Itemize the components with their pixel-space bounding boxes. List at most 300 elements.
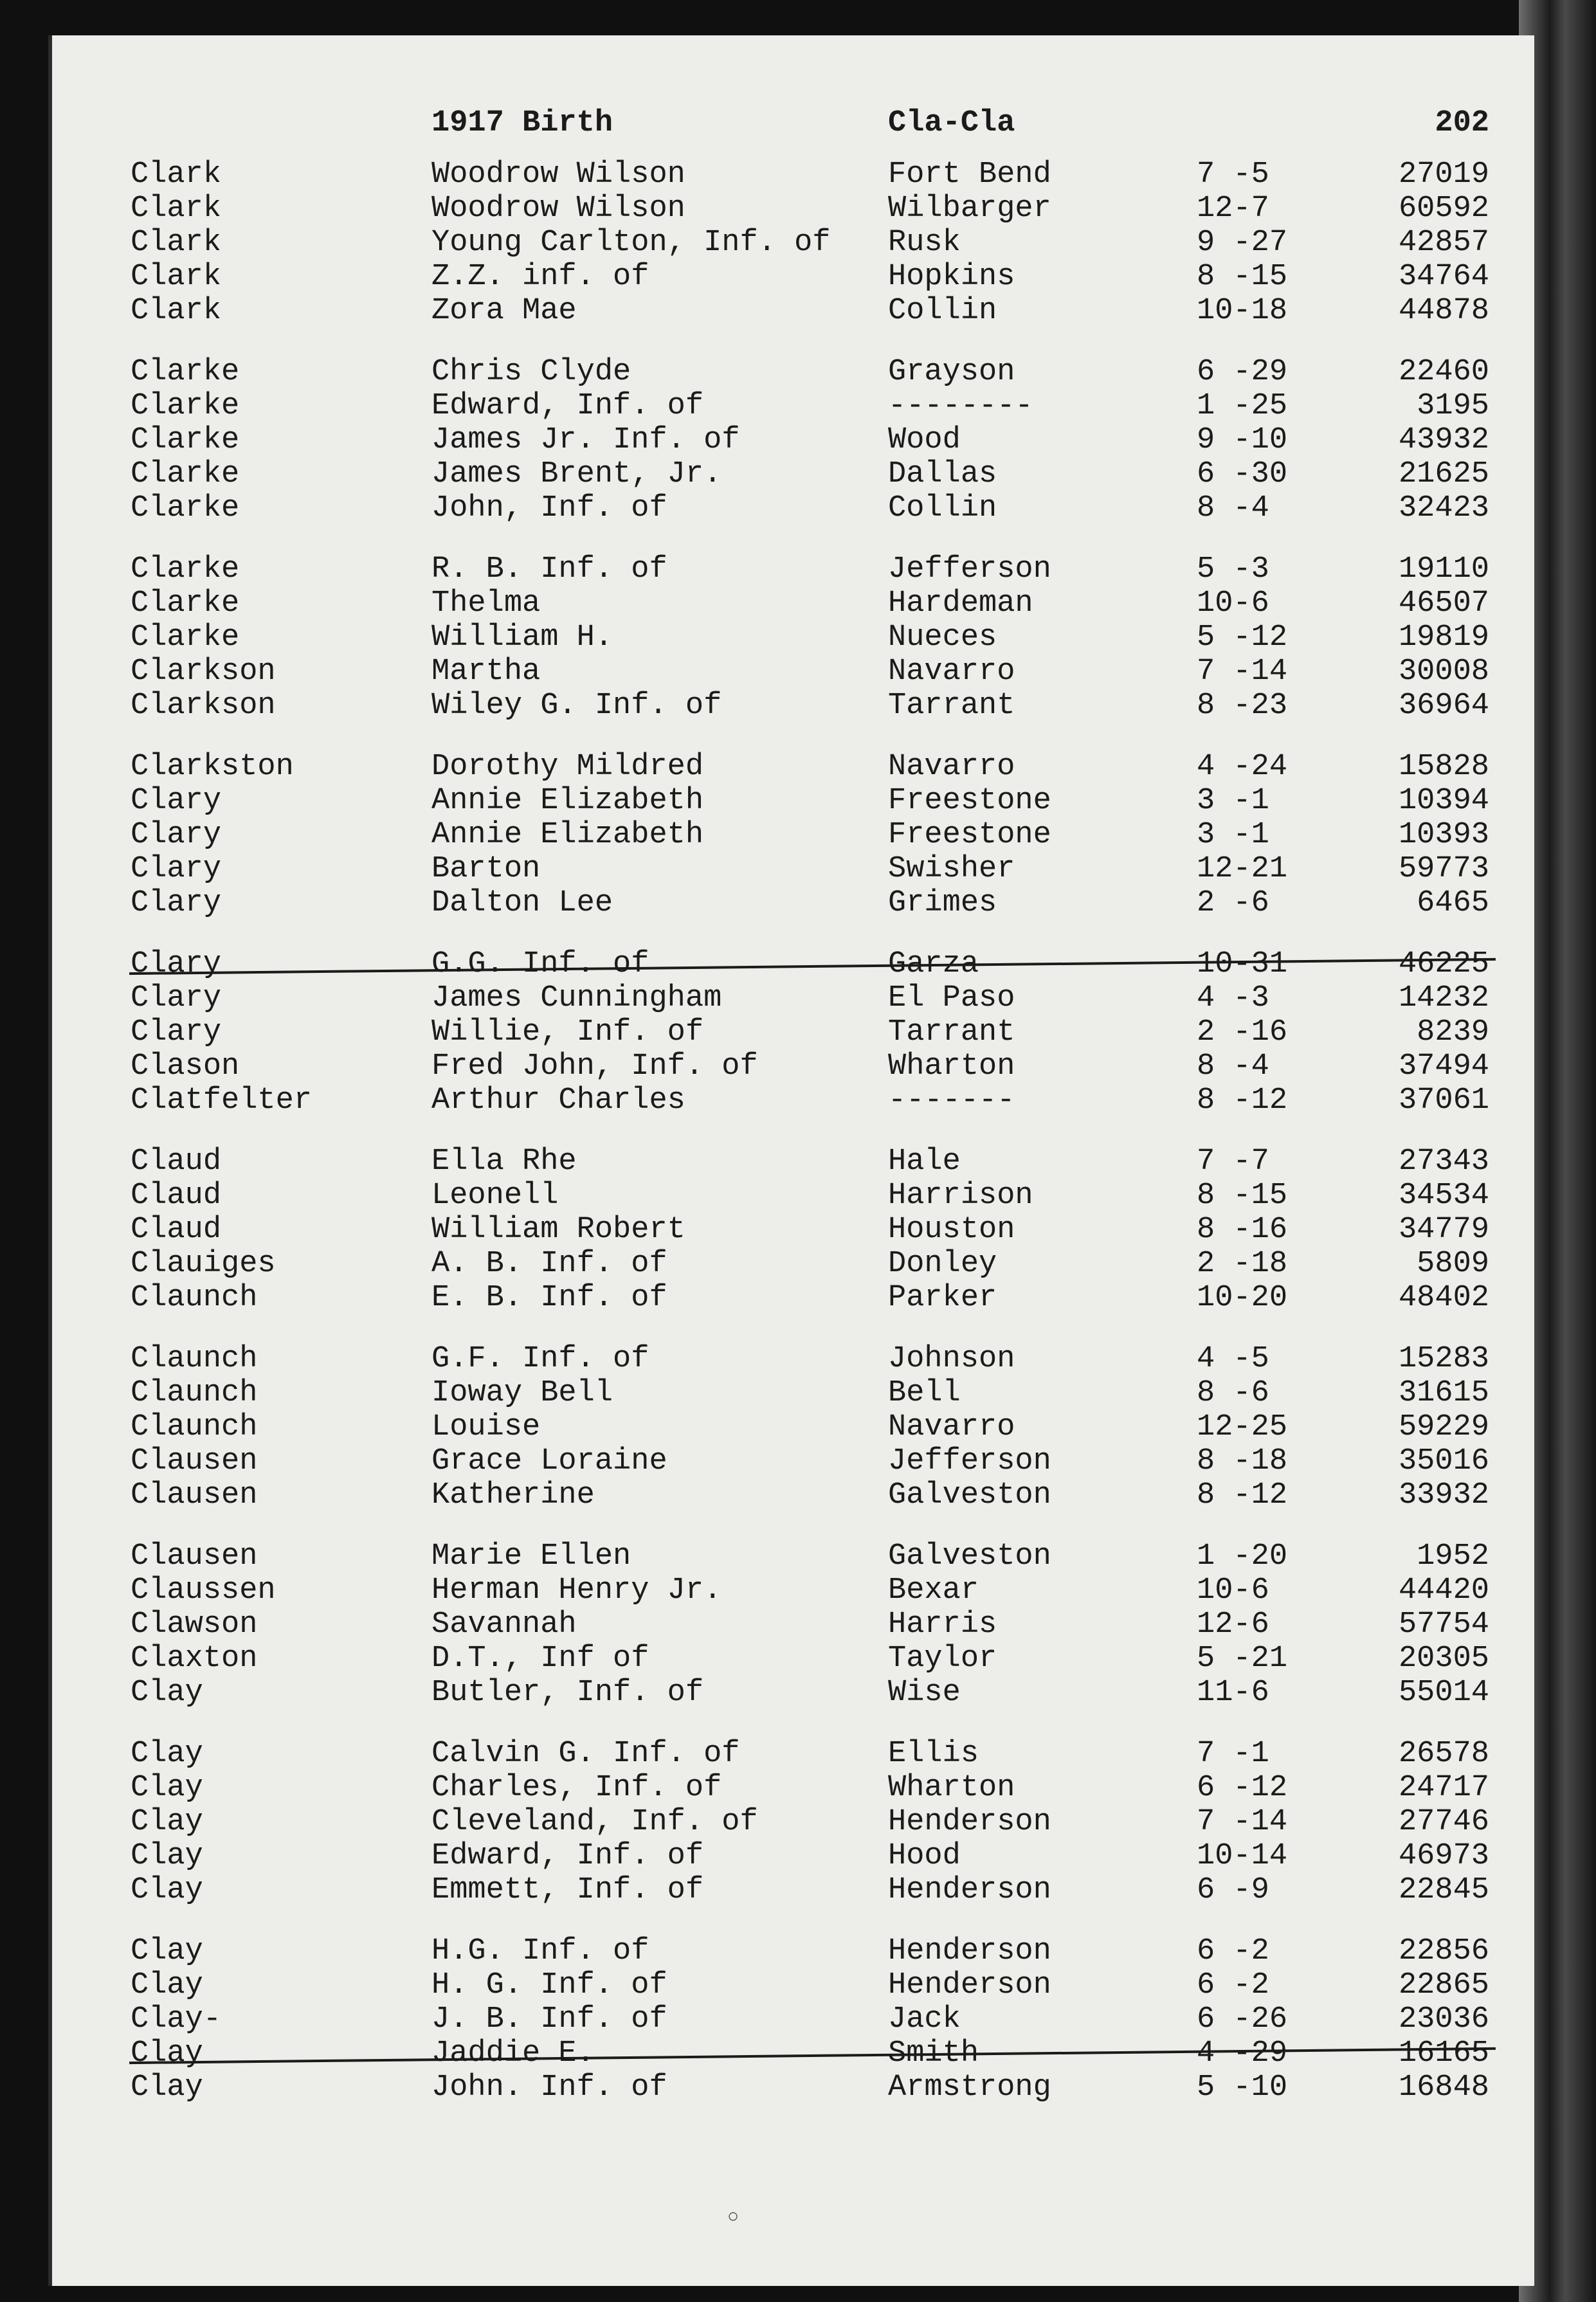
surname-cell: Clarke [131, 389, 240, 423]
table-row [52, 1608, 1534, 1642]
table-row [52, 1676, 1534, 1710]
table-row [52, 886, 1534, 921]
given-name-cell: Dalton Lee [431, 886, 613, 920]
certificate-number-cell: 6465 [1417, 886, 1489, 920]
given-name-cell: H. G. Inf. of [431, 1968, 667, 2002]
certificate-number-cell: 37494 [1398, 1049, 1489, 1083]
date-cell: 12-25 [1197, 1410, 1288, 1444]
date-cell: 5 -3 [1197, 552, 1269, 586]
certificate-number-cell: 5809 [1417, 1247, 1489, 1281]
date-cell: 1 -25 [1197, 389, 1288, 423]
surname-cell: Clason [131, 1049, 240, 1083]
surname-cell: Clarke [131, 423, 240, 457]
surname-cell: Claunch [131, 1410, 258, 1444]
given-name-cell: Katherine [431, 1478, 595, 1512]
surname-cell: Clatfelter [131, 1083, 313, 1118]
surname-cell: Clarke [131, 491, 240, 525]
surname-cell: Clay [131, 1934, 203, 1968]
date-cell: 5 -12 [1197, 621, 1288, 655]
county-cell: ------- [888, 1083, 1015, 1118]
surname-cell: Clarke [131, 355, 240, 389]
table-row [52, 1444, 1534, 1479]
given-name-cell: J. B. Inf. of [431, 2002, 667, 2036]
table-row [52, 1179, 1534, 1213]
county-cell: Freestone [888, 818, 1051, 852]
given-name-cell: Fred John, Inf. of [431, 1049, 758, 1083]
table-row [52, 1145, 1534, 1179]
table-row [52, 1573, 1534, 1608]
date-cell: 4 -5 [1197, 1342, 1269, 1376]
surname-cell: Claud [131, 1145, 222, 1179]
surname-cell: Claunch [131, 1281, 258, 1315]
certificate-number-cell: 26578 [1398, 1737, 1489, 1771]
given-name-cell: Emmett, Inf. of [431, 1873, 704, 1907]
certificate-number-cell: 22856 [1398, 1934, 1489, 1968]
table-row [52, 1478, 1534, 1513]
date-cell: 9 -10 [1197, 423, 1288, 457]
date-cell: 8 -15 [1197, 260, 1288, 294]
date-cell: 8 -12 [1197, 1083, 1288, 1118]
given-name-cell: John. Inf. of [431, 2071, 667, 2105]
table-row [52, 552, 1534, 587]
given-name-cell: Edward, Inf. of [431, 389, 704, 423]
surname-cell: Clarkson [131, 689, 276, 723]
date-cell: 9 -27 [1197, 226, 1288, 260]
table-row [52, 2036, 1534, 2071]
certificate-number-cell: 46507 [1398, 586, 1489, 621]
county-cell: Jefferson [888, 1444, 1051, 1478]
given-name-cell: Zora Mae [431, 294, 577, 328]
county-cell: Smith [888, 2036, 979, 2071]
date-cell: 12-21 [1197, 852, 1288, 886]
county-cell: Grayson [888, 355, 1015, 389]
date-cell: 10-20 [1197, 1281, 1288, 1315]
table-row [52, 2071, 1534, 2105]
given-name-cell: R. B. Inf. of [431, 552, 667, 586]
surname-cell: Clay [131, 1805, 203, 1839]
date-cell: 12-7 [1197, 192, 1269, 226]
county-cell: Johnson [888, 1342, 1015, 1376]
date-cell: 4 -3 [1197, 981, 1269, 1015]
surname-cell: Clarkson [131, 655, 276, 689]
date-cell: 7 -14 [1197, 1805, 1288, 1839]
given-name-cell: Louise [431, 1410, 541, 1444]
county-cell: Wilbarger [888, 192, 1051, 226]
given-name-cell: Thelma [431, 586, 541, 621]
table-row [52, 1771, 1534, 1806]
given-name-cell: Willie, Inf. of [431, 1015, 704, 1049]
certificate-number-cell: 43932 [1398, 423, 1489, 457]
county-cell: Swisher [888, 852, 1015, 886]
surname-cell: Claxton [131, 1642, 258, 1676]
surname-cell: Clay [131, 2036, 203, 2071]
county-cell: Henderson [888, 1934, 1051, 1968]
table-row [52, 947, 1534, 982]
county-cell: Galveston [888, 1478, 1051, 1512]
surname-cell: Clary [131, 981, 222, 1015]
table-row [52, 1213, 1534, 1247]
certificate-number-cell: 1952 [1417, 1539, 1489, 1573]
certificate-number-cell: 46225 [1398, 947, 1489, 981]
date-cell: 7 -7 [1197, 1145, 1269, 1179]
table-row [52, 158, 1534, 192]
surname-cell: Claussen [131, 1573, 276, 1608]
table-row [52, 818, 1534, 853]
date-cell: 7 -1 [1197, 1737, 1269, 1771]
given-name-cell: Charles, Inf. of [431, 1771, 722, 1805]
county-cell: Wise [888, 1676, 961, 1710]
date-cell: 8 -4 [1197, 1049, 1269, 1083]
surname-cell: Claunch [131, 1376, 258, 1410]
county-cell: Dallas [888, 457, 997, 491]
surname-cell: Clark [131, 294, 222, 328]
table-row [52, 1342, 1534, 1377]
given-name-cell: William Robert [431, 1213, 685, 1247]
certificate-number-cell: 34534 [1398, 1179, 1489, 1213]
punch-hole-mark: ○ [727, 2206, 739, 2227]
date-cell: 7 -14 [1197, 655, 1288, 689]
certificate-number-cell: 44420 [1398, 1573, 1489, 1608]
given-name-cell: Woodrow Wilson [431, 192, 685, 226]
county-cell: Wharton [888, 1049, 1015, 1083]
name-range: Cla-Cla [888, 106, 1015, 140]
table-row [52, 1968, 1534, 2003]
given-name-cell: Ella Rhe [431, 1145, 577, 1179]
surname-cell: Clay [131, 1968, 203, 2002]
given-name-cell: Annie Elizabeth [431, 784, 704, 818]
table-row [52, 389, 1534, 424]
date-cell: 10-14 [1197, 1839, 1288, 1873]
table-row [52, 355, 1534, 390]
date-cell: 10-31 [1197, 947, 1288, 981]
page-title: 1917 Birth [431, 106, 613, 140]
given-name-cell: James Cunningham [431, 981, 722, 1015]
surname-cell: Clary [131, 852, 222, 886]
surname-cell: Clay [131, 1873, 203, 1907]
table-row [52, 1015, 1534, 1050]
table-row [52, 423, 1534, 458]
date-cell: 11-6 [1197, 1676, 1269, 1710]
page-header [52, 106, 1534, 145]
table-row [52, 1049, 1534, 1084]
given-name-cell: Wiley G. Inf. of [431, 689, 722, 723]
certificate-number-cell: 57754 [1398, 1608, 1489, 1642]
county-cell: Taylor [888, 1642, 997, 1676]
given-name-cell: James Jr. Inf. of [431, 423, 740, 457]
given-name-cell: Jaddie E. [431, 2036, 595, 2071]
certificate-number-cell: 22460 [1398, 355, 1489, 389]
certificate-number-cell: 27343 [1398, 1145, 1489, 1179]
surname-cell: Clausen [131, 1444, 258, 1478]
certificate-number-cell: 14232 [1398, 981, 1489, 1015]
given-name-cell: Annie Elizabeth [431, 818, 704, 852]
table-row [52, 689, 1534, 723]
certificate-number-cell: 21625 [1398, 457, 1489, 491]
given-name-cell: D.T., Inf of [431, 1642, 649, 1676]
date-cell: 8 -6 [1197, 1376, 1269, 1410]
date-cell: 6 -26 [1197, 2002, 1288, 2036]
ledger-page [48, 35, 1534, 2286]
given-name-cell: Marie Ellen [431, 1539, 631, 1573]
certificate-number-cell: 3195 [1417, 389, 1489, 423]
given-name-cell: Grace Loraine [431, 1444, 667, 1478]
surname-cell: Clary [131, 886, 222, 920]
certificate-number-cell: 23036 [1398, 2002, 1489, 2036]
county-cell: Navarro [888, 655, 1015, 689]
table-row [52, 1873, 1534, 1908]
county-cell: Parker [888, 1281, 997, 1315]
surname-cell: Claud [131, 1213, 222, 1247]
county-cell: Armstrong [888, 2071, 1051, 2105]
county-cell: Hardeman [888, 586, 1033, 621]
given-name-cell: John, Inf. of [431, 491, 667, 525]
surname-cell: Clay [131, 1737, 203, 1771]
given-name-cell: Herman Henry Jr. [431, 1573, 722, 1608]
date-cell: 8 -16 [1197, 1213, 1288, 1247]
table-row [52, 852, 1534, 887]
date-cell: 8 -15 [1197, 1179, 1288, 1213]
table-row [52, 1839, 1534, 1874]
certificate-number-cell: 20305 [1398, 1642, 1489, 1676]
county-cell: Collin [888, 294, 997, 328]
county-cell: Jefferson [888, 552, 1051, 586]
county-cell: Donley [888, 1247, 997, 1281]
certificate-number-cell: 16848 [1398, 2071, 1489, 2105]
certificate-number-cell: 44878 [1398, 294, 1489, 328]
certificate-number-cell: 34779 [1398, 1213, 1489, 1247]
surname-cell: Clawson [131, 1608, 258, 1642]
date-cell: 10-6 [1197, 586, 1269, 621]
county-cell: Harrison [888, 1179, 1033, 1213]
surname-cell: Clarke [131, 586, 240, 621]
certificate-number-cell: 27746 [1398, 1805, 1489, 1839]
date-cell: 8 -12 [1197, 1478, 1288, 1512]
certificate-number-cell: 46973 [1398, 1839, 1489, 1873]
date-cell: 5 -10 [1197, 2071, 1288, 2105]
county-cell: Hood [888, 1839, 961, 1873]
table-row [52, 784, 1534, 819]
surname-cell: Claud [131, 1179, 222, 1213]
certificate-number-cell: 55014 [1398, 1676, 1489, 1710]
table-row [52, 2002, 1534, 2037]
given-name-cell: Savannah [431, 1608, 577, 1642]
surname-cell: Clausen [131, 1478, 258, 1512]
table-row [52, 1737, 1534, 1772]
certificate-number-cell: 31615 [1398, 1376, 1489, 1410]
county-cell: Harris [888, 1608, 997, 1642]
table-row [52, 586, 1534, 621]
table-row [52, 1642, 1534, 1676]
table-row [52, 655, 1534, 689]
county-cell: -------- [888, 389, 1033, 423]
certificate-number-cell: 15828 [1398, 750, 1489, 784]
certificate-number-cell: 59773 [1398, 852, 1489, 886]
surname-cell: Clarke [131, 552, 240, 586]
certificate-number-cell: 19110 [1398, 552, 1489, 586]
surname-cell: Clay [131, 2071, 203, 2105]
table-row [52, 1083, 1534, 1118]
certificate-number-cell: 36964 [1398, 689, 1489, 723]
county-cell: Wharton [888, 1771, 1015, 1805]
given-name-cell: Ioway Bell [431, 1376, 613, 1410]
county-cell: El Paso [888, 981, 1015, 1015]
certificate-number-cell: 42857 [1398, 226, 1489, 260]
table-row [52, 621, 1534, 655]
certificate-number-cell: 60592 [1398, 192, 1489, 226]
date-cell: 8 -18 [1197, 1444, 1288, 1478]
surname-cell: Clary [131, 947, 222, 981]
given-name-cell: Woodrow Wilson [431, 158, 685, 192]
date-cell: 6 -2 [1197, 1934, 1269, 1968]
table-row [52, 294, 1534, 329]
date-cell: 10-18 [1197, 294, 1288, 328]
table-row [52, 260, 1534, 295]
certificate-number-cell: 48402 [1398, 1281, 1489, 1315]
table-row [52, 1934, 1534, 1969]
surname-cell: Clary [131, 1015, 222, 1049]
given-name-cell: Z.Z. inf. of [431, 260, 649, 294]
surname-cell: Clay [131, 1839, 203, 1873]
given-name-cell: Arthur Charles [431, 1083, 685, 1118]
county-cell: Grimes [888, 886, 997, 920]
certificate-number-cell: 33932 [1398, 1478, 1489, 1512]
surname-cell: Clarke [131, 457, 240, 491]
date-cell: 5 -21 [1197, 1642, 1288, 1676]
date-cell: 3 -1 [1197, 784, 1269, 818]
date-cell: 6 -9 [1197, 1873, 1269, 1907]
date-cell: 3 -1 [1197, 818, 1269, 852]
date-cell: 2 -6 [1197, 886, 1269, 920]
county-cell: Ellis [888, 1737, 979, 1771]
surname-cell: Clay [131, 1771, 203, 1805]
date-cell: 7 -5 [1197, 158, 1269, 192]
given-name-cell: Cleveland, Inf. of [431, 1805, 758, 1839]
county-cell: Jack [888, 2002, 961, 2036]
date-cell: 2 -16 [1197, 1015, 1288, 1049]
given-name-cell: G.G. Inf. of [431, 947, 649, 981]
county-cell: Navarro [888, 1410, 1015, 1444]
surname-cell: Clark [131, 192, 222, 226]
given-name-cell: E. B. Inf. of [431, 1281, 667, 1315]
county-cell: Henderson [888, 1805, 1051, 1839]
county-cell: Bell [888, 1376, 961, 1410]
surname-cell: Clausen [131, 1539, 258, 1573]
surname-cell: Claunch [131, 1342, 258, 1376]
county-cell: Navarro [888, 750, 1015, 784]
surname-cell: Clarke [131, 621, 240, 655]
date-cell: 8 -4 [1197, 491, 1269, 525]
certificate-number-cell: 24717 [1398, 1771, 1489, 1805]
date-cell: 6 -12 [1197, 1771, 1288, 1805]
surname-cell: Clarkston [131, 750, 294, 784]
table-row [52, 1376, 1534, 1411]
date-cell: 4 -24 [1197, 750, 1288, 784]
given-name-cell: Barton [431, 852, 541, 886]
surname-cell: Clauiges [131, 1247, 276, 1281]
given-name-cell: Chris Clyde [431, 355, 631, 389]
surname-cell: Clay [131, 1676, 203, 1710]
given-name-cell: Butler, Inf. of [431, 1676, 704, 1710]
county-cell: Fort Bend [888, 158, 1051, 192]
date-cell: 2 -18 [1197, 1247, 1288, 1281]
table-row [52, 1281, 1534, 1316]
county-cell: Bexar [888, 1573, 979, 1608]
given-name-cell: Martha [431, 655, 541, 689]
table-row [52, 1539, 1534, 1574]
table-row [52, 457, 1534, 492]
county-cell: Hopkins [888, 260, 1015, 294]
county-cell: Collin [888, 491, 997, 525]
certificate-number-cell: 30008 [1398, 655, 1489, 689]
given-name-cell: Leonell [431, 1179, 559, 1213]
county-cell: Garza [888, 947, 979, 981]
certificate-number-cell: 32423 [1398, 491, 1489, 525]
date-cell: 6 -2 [1197, 1968, 1269, 2002]
given-name-cell: William H. [431, 621, 613, 655]
given-name-cell: Young Carlton, Inf. of [431, 226, 831, 260]
page-number: 202 [1435, 106, 1489, 140]
date-cell: 10-6 [1197, 1573, 1269, 1608]
county-cell: Hale [888, 1145, 961, 1179]
county-cell: Tarrant [888, 689, 1015, 723]
given-name-cell: James Brent, Jr. [431, 457, 722, 491]
certificate-number-cell: 35016 [1398, 1444, 1489, 1478]
county-cell: Tarrant [888, 1015, 1015, 1049]
certificate-number-cell: 22845 [1398, 1873, 1489, 1907]
given-name-cell: G.F. Inf. of [431, 1342, 649, 1376]
surname-cell: Clark [131, 226, 222, 260]
table-row [52, 750, 1534, 784]
county-cell: Henderson [888, 1968, 1051, 2002]
given-name-cell: Edward, Inf. of [431, 1839, 704, 1873]
certificate-number-cell: 19819 [1398, 621, 1489, 655]
county-cell: Henderson [888, 1873, 1051, 1907]
county-cell: Rusk [888, 226, 961, 260]
table-row [52, 226, 1534, 260]
certificate-number-cell: 59229 [1398, 1410, 1489, 1444]
date-cell: 8 -23 [1197, 689, 1288, 723]
surname-cell: Clark [131, 158, 222, 192]
date-cell: 4 -29 [1197, 2036, 1288, 2071]
given-name-cell: Calvin G. Inf. of [431, 1737, 740, 1771]
date-cell: 6 -29 [1197, 355, 1288, 389]
date-cell: 1 -20 [1197, 1539, 1288, 1573]
table-row [52, 1410, 1534, 1445]
table-row [52, 1247, 1534, 1282]
table-row [52, 491, 1534, 526]
certificate-number-cell: 10394 [1398, 784, 1489, 818]
certificate-number-cell: 8239 [1417, 1015, 1489, 1049]
table-row [52, 192, 1534, 226]
given-name-cell: A. B. Inf. of [431, 1247, 667, 1281]
given-name-cell: Dorothy Mildred [431, 750, 704, 784]
certificate-number-cell: 15283 [1398, 1342, 1489, 1376]
date-cell: 12-6 [1197, 1608, 1269, 1642]
county-cell: Galveston [888, 1539, 1051, 1573]
county-cell: Nueces [888, 621, 997, 655]
certificate-number-cell: 37061 [1398, 1083, 1489, 1118]
certificate-number-cell: 34764 [1398, 260, 1489, 294]
table-row [52, 981, 1534, 1016]
surname-cell: Clark [131, 260, 222, 294]
surname-cell: Clary [131, 784, 222, 818]
certificate-number-cell: 27019 [1398, 158, 1489, 192]
surname-cell: Clay- [131, 2002, 222, 2036]
surname-cell: Clary [131, 818, 222, 852]
certificate-number-cell: 16165 [1398, 2036, 1489, 2071]
certificate-number-cell: 10393 [1398, 818, 1489, 852]
table-row [52, 1805, 1534, 1840]
